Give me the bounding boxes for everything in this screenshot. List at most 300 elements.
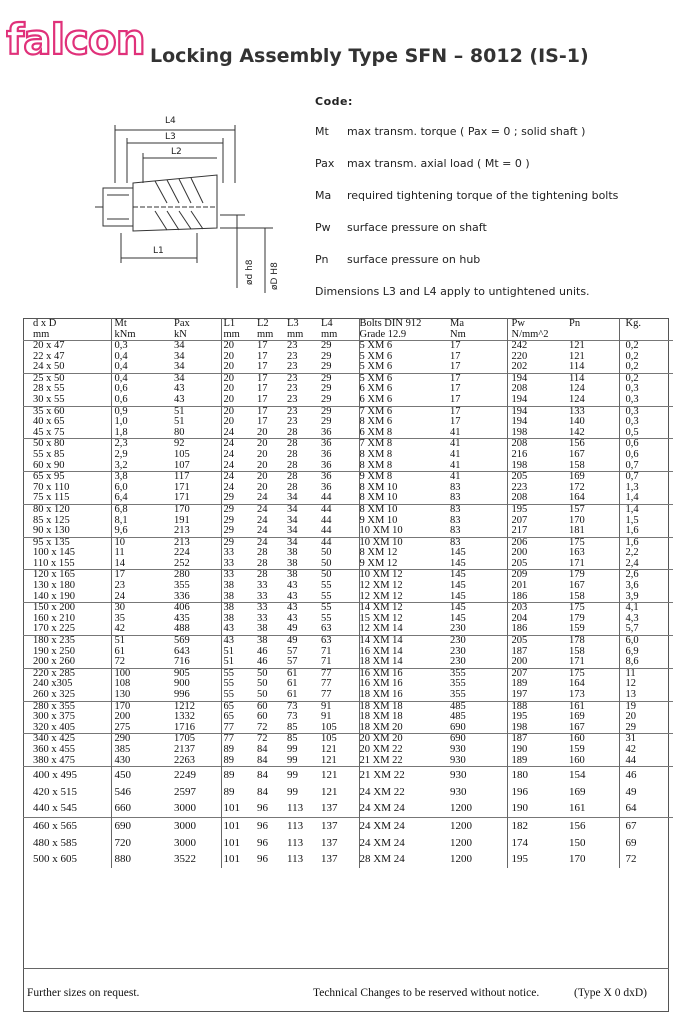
cell-mt: 290	[111, 734, 166, 745]
cell-l4: 121	[321, 743, 337, 755]
cell-bolts: 5 XM 6	[359, 341, 450, 352]
cell-l2: 84	[257, 754, 268, 766]
table-row	[23, 767, 673, 784]
cell-kg: 1,6	[619, 526, 673, 537]
cell-pax: 170	[166, 504, 221, 515]
cell-dxd: 100 x 145	[33, 547, 75, 559]
cell-pn: 158	[569, 459, 585, 471]
cell-ma: 355	[450, 689, 466, 700]
cell-kg: 46	[619, 767, 673, 784]
cell-kg: 0,3	[619, 406, 673, 417]
cell-ma: 83	[450, 537, 507, 548]
cell-bolts: Bolts DIN 912	[359, 318, 450, 329]
cell-l1: 51	[221, 647, 255, 658]
cell-bolts: 7 XM 8	[359, 439, 450, 450]
cell-l1: 33	[221, 570, 255, 581]
cell-ma: 230	[450, 656, 466, 668]
cell-l3: 43	[287, 612, 298, 624]
cell-pn: 133	[555, 406, 619, 417]
cell-l4: 36	[321, 426, 332, 438]
cell-pn: 124	[569, 383, 585, 395]
cell-l2: 33	[255, 603, 285, 614]
cell-l2: 17	[257, 383, 268, 395]
cell-l3: 43	[287, 580, 298, 592]
cell-ma: 41	[450, 448, 461, 460]
cell-ma: 355	[450, 668, 507, 679]
cell-bolts: 18 XM 18	[359, 701, 450, 712]
cell-pw: 194	[507, 406, 555, 417]
cell-l3: 99	[285, 767, 319, 784]
page-title: Locking Assembly Type SFN – 8012 (IS-1)	[150, 45, 589, 67]
cell-pw: 186	[507, 624, 555, 635]
cell-ma: 485	[450, 701, 507, 712]
cell-pn: 156	[555, 439, 619, 450]
cell-l3: 38	[287, 557, 298, 569]
table-row	[23, 851, 673, 868]
cell-pn: 160	[555, 734, 619, 745]
cell-pw: 196	[507, 784, 555, 801]
table-row	[23, 461, 673, 472]
cell-bolts: 9 XM 10	[359, 516, 450, 527]
cell-mt: 14	[111, 559, 166, 570]
cell-pn: 121	[555, 341, 619, 352]
cell-l4: 29	[321, 350, 332, 362]
cell-pax: 171	[174, 492, 190, 504]
cell-mt: 660	[111, 800, 166, 817]
cell-l3: 99	[287, 754, 298, 766]
cell-l1: 33	[221, 548, 255, 559]
cell-pn	[555, 329, 619, 341]
cell-bolts: 8 XM 6	[359, 417, 450, 428]
cell-ma: 17	[450, 373, 507, 384]
cell-l1: 29	[221, 526, 255, 537]
cell-l1: 55	[221, 690, 255, 701]
cell-mt: 0,6	[111, 395, 166, 406]
cell-bolts: 9 XM 8	[359, 472, 450, 483]
cell-l2: 72	[255, 734, 285, 745]
table-row	[23, 450, 673, 461]
cell-pw: 242	[507, 341, 555, 352]
cell-bolts: 10 XM 10	[359, 537, 450, 548]
cell-l4: 29	[321, 383, 332, 395]
cell-dxd: 22 x 47	[33, 350, 65, 362]
cell-l1: 77	[221, 723, 255, 734]
cell-l4: 29	[321, 361, 332, 373]
cell-kg: 5,7	[619, 624, 673, 635]
table-row	[23, 428, 673, 439]
cell-pn: 124	[569, 393, 585, 405]
cell-l2: 24	[257, 492, 268, 504]
cell-bolts: 18 XM 14	[359, 657, 450, 668]
cell-kg: 69	[619, 835, 673, 852]
cell-l4: 63	[321, 623, 332, 635]
cell-ma: 145	[450, 557, 466, 569]
cell-l1: 29	[221, 516, 255, 527]
cell-bolts: 16 XM 16	[359, 668, 450, 679]
cell-pn: 167	[569, 721, 585, 733]
cell-ma: 1200	[450, 802, 472, 815]
cell-dxd: 240 x305	[33, 678, 73, 690]
page-header	[0, 0, 690, 80]
cell-l1: 65	[221, 701, 255, 712]
cell-dxd: 24 x 50	[33, 361, 65, 373]
cell-pn: 167	[569, 448, 585, 460]
cell-l4: 55	[321, 580, 332, 592]
cell-l2: 46	[257, 656, 268, 668]
table-row	[23, 362, 673, 373]
cell-l1: 29	[221, 493, 255, 504]
cell-mt: 30	[111, 603, 166, 614]
cell-dxd: mm	[33, 329, 50, 340]
cell-ma: 17	[450, 361, 461, 373]
cell-mt: 1,8	[111, 428, 166, 439]
cell-dxd: 60 x 90	[33, 459, 65, 471]
cell-kg: 13	[619, 690, 673, 701]
cell-pax: 191	[174, 514, 190, 526]
cell-pw: 200	[507, 657, 555, 668]
cell-bolts: 12 XM 12	[359, 581, 450, 592]
cell-mt: 275	[111, 723, 166, 734]
table-row	[23, 723, 673, 734]
cell-pn: 173	[569, 689, 585, 700]
cell-l3: 113	[285, 817, 319, 834]
cell-mt: 1,0	[111, 417, 166, 428]
cell-kg: 72	[619, 851, 673, 868]
cell-ma: 355	[450, 678, 466, 690]
cell-mt: 9,6	[111, 526, 166, 537]
cell-pw: 187	[507, 647, 555, 658]
cell-pn: 121	[569, 350, 585, 362]
cell-bolts: 20 XM 20	[359, 734, 450, 745]
table-row	[23, 817, 673, 834]
cell-pax: 213	[166, 537, 221, 548]
cell-l1: 89	[221, 745, 255, 756]
cell-pax: 3000	[174, 802, 196, 815]
cell-l1: 38	[221, 614, 255, 625]
cell-ma: 17	[450, 341, 507, 352]
table-unit-row	[23, 329, 673, 341]
cell-pw: 207	[507, 516, 555, 527]
cell-pax: 51	[166, 406, 221, 417]
cell-l4: 36	[319, 472, 359, 483]
cell-bolts: 5 XM 6	[359, 352, 450, 363]
cell-dxd: 110 x 155	[33, 557, 75, 569]
cell-kg: 0,2	[619, 362, 673, 373]
table-row	[23, 835, 673, 852]
cell-dxd: 35 x 60	[23, 406, 111, 417]
cell-l2: 17	[255, 373, 285, 384]
table-row	[23, 800, 673, 817]
cell-pn: 170	[569, 853, 586, 866]
table-row	[23, 624, 673, 635]
cell-mt: 11	[111, 548, 166, 559]
cell-l2: 60	[257, 711, 268, 723]
cell-l2: 33	[257, 580, 268, 592]
cell-ma: 83	[450, 492, 461, 504]
cell-kg: 20	[619, 712, 673, 723]
cell-dxd: 380 x 475	[33, 754, 75, 766]
cell-pw: 189	[507, 679, 555, 690]
cell-kg: 8,6	[619, 657, 673, 668]
code-desc: required tightening torque of the tightening bolts	[347, 189, 619, 202]
table-row	[23, 657, 673, 668]
cell-l4: 55	[319, 603, 359, 614]
cell-mt: 6,8	[111, 504, 166, 515]
cell-l3: 28	[287, 481, 298, 493]
cell-pax: 117	[166, 472, 221, 483]
cell-kg: 2,6	[619, 570, 673, 581]
cell-kg: 19	[619, 701, 673, 712]
cell-l2: 38	[257, 623, 268, 635]
cell-mt: 546	[111, 784, 166, 801]
code-abbr: Pax	[315, 157, 335, 170]
cell-kg: 0,5	[619, 428, 673, 439]
cell-l1: 101	[221, 817, 255, 834]
cell-pax: 1332	[174, 711, 195, 723]
cell-dxd: 200 x 260	[33, 656, 75, 668]
cross-section-drawing	[95, 103, 295, 298]
cell-l4: 71	[321, 645, 332, 657]
cell-pn: 163	[569, 547, 585, 559]
cell-l3: 73	[287, 711, 298, 723]
cell-pn: 158	[569, 645, 585, 657]
cell-l1: 77	[221, 734, 255, 745]
cell-l4: 91	[321, 711, 332, 723]
cell-dxd: 220 x 285	[23, 668, 111, 679]
code-abbr: Pn	[315, 253, 329, 266]
cell-mt: 430	[111, 756, 166, 767]
cell-pw: 208	[507, 439, 555, 450]
cell-l4: 44	[321, 525, 332, 537]
cell-dxd: 160 x 210	[33, 612, 75, 624]
cell-ma: 1200	[450, 817, 507, 834]
cell-l4: 44	[319, 537, 359, 548]
cell-mt: 2,9	[111, 450, 166, 461]
cell-pax: 2249	[166, 767, 221, 784]
cell-pn: 178	[555, 636, 619, 647]
code-abbr: Mt	[315, 125, 329, 138]
cell-mt: 42	[111, 624, 166, 635]
cell-l1: 24	[221, 439, 255, 450]
cell-kg: 0,6	[619, 439, 673, 450]
cell-bolts: 12 XM 14	[359, 624, 450, 635]
dim-label-l2: L2	[171, 147, 182, 157]
cell-pw: 209	[507, 570, 555, 581]
cell-pw: 190	[507, 800, 555, 817]
cell-l4: mm	[321, 329, 338, 340]
cell-l2: 96	[257, 802, 268, 815]
cell-pw: 201	[507, 581, 555, 592]
cell-bolts: 24 XM 22	[359, 784, 450, 801]
cell-ma: 83	[450, 514, 461, 526]
cell-l2: 28	[257, 557, 268, 569]
cell-mt: 10	[111, 537, 166, 548]
cell-l4: 121	[321, 754, 337, 766]
cell-bolts: 10 XM 12	[359, 570, 450, 581]
cell-pw: 207	[507, 668, 555, 679]
cell-l2: 24	[255, 504, 285, 515]
cell-bolts: 18 XM 18	[359, 712, 450, 723]
cell-l3: 73	[285, 701, 319, 712]
dim-label-l1: L1	[153, 246, 164, 256]
cell-bolts: 6 XM 6	[359, 384, 450, 395]
cell-pax: 996	[174, 689, 190, 700]
cell-pn: 160	[569, 754, 585, 766]
cell-bolts: 8 XM 10	[359, 483, 450, 494]
cell-kg: 42	[619, 745, 673, 756]
code-desc: max transm. axial load ( Mt = 0 )	[347, 157, 530, 170]
cell-ma: Nm	[450, 329, 466, 340]
cell-mt: 3,2	[111, 461, 166, 472]
cell-l1: 51	[221, 657, 255, 668]
table-header-row	[23, 318, 673, 329]
cell-pn: 170	[569, 514, 585, 526]
cell-dxd: 190 x 250	[33, 645, 75, 657]
cell-pw: 194	[507, 417, 555, 428]
cell-dxd: d x D	[33, 318, 57, 329]
cell-pw: 202	[507, 362, 555, 373]
cell-pn: 159	[569, 623, 585, 635]
cell-pn: 158	[569, 590, 585, 602]
cell-pax: 252	[174, 557, 190, 569]
cell-pax: 569	[166, 636, 221, 647]
cell-ma: 17	[450, 416, 461, 428]
cell-l4: 77	[321, 678, 332, 690]
cell-pn: 171	[569, 656, 585, 668]
cell-pax: 92	[166, 439, 221, 450]
cell-l3: 28	[285, 472, 319, 483]
cell-l1: 20	[221, 352, 255, 363]
cell-l3: 61	[285, 668, 319, 679]
cell-l3: 85	[287, 721, 298, 733]
cell-bolts: 8 XM 10	[359, 504, 450, 515]
cell-pn: 156	[555, 817, 619, 834]
cell-dxd: 300 x 375	[33, 711, 75, 723]
table-row	[23, 745, 673, 756]
cell-mt: 17	[111, 570, 166, 581]
cell-pw: 195	[507, 851, 555, 868]
cell-mt: 6,4	[111, 493, 166, 504]
cell-pax: 280	[166, 570, 221, 581]
cell-l3: 23	[287, 350, 298, 362]
dim-label-D: øD H8	[270, 262, 280, 290]
cell-l4: 77	[321, 689, 332, 700]
table-row	[23, 784, 673, 801]
cell-pn: 164	[569, 492, 585, 504]
cell-l2: 60	[255, 701, 285, 712]
cell-pw: 217	[507, 526, 555, 537]
cell-pw: 195	[507, 504, 555, 515]
cell-l1: 101	[221, 851, 255, 868]
cell-l4: 91	[319, 701, 359, 712]
cell-l2: 24	[257, 525, 268, 537]
cell-mt: 100	[111, 668, 166, 679]
cell-l2: 28	[255, 570, 285, 581]
cell-l1: 89	[221, 767, 255, 784]
cell-l2: 50	[257, 678, 268, 690]
cell-pax: 224	[174, 547, 190, 559]
cell-l4: 44	[321, 514, 332, 526]
cell-dxd: 340 x 425	[23, 734, 111, 745]
cell-mt: 2,3	[111, 439, 166, 450]
cell-ma: 1200	[450, 853, 472, 866]
cell-l3: 23	[287, 361, 298, 373]
cell-pw: 190	[507, 745, 555, 756]
cell-pw: 198	[507, 461, 555, 472]
cell-kg: 1,5	[619, 516, 673, 527]
cell-dxd: 480 x 585	[33, 836, 77, 849]
cell-kg: 29	[619, 723, 673, 734]
cell-l3: 34	[285, 537, 319, 548]
cell-pax: 2263	[174, 754, 195, 766]
cell-bolts: 24 XM 24	[359, 817, 450, 834]
cell-mt: 0,4	[111, 373, 166, 384]
cell-pax: 435	[174, 612, 190, 624]
cell-l2: 17	[257, 350, 268, 362]
cell-mt: 0,3	[111, 341, 166, 352]
cell-pax: 107	[174, 459, 190, 471]
cell-pn: 169	[569, 785, 586, 798]
cell-pax: 1705	[166, 734, 221, 745]
cell-l2: 84	[257, 743, 268, 755]
cell-l4: 105	[319, 734, 359, 745]
cell-l2: 96	[255, 817, 285, 834]
dimensions-note: Dimensions L3 and L4 apply to untightened units.	[315, 285, 590, 298]
cell-l4: 29	[319, 406, 359, 417]
cell-dxd: 45 x 75	[33, 426, 65, 438]
cell-dxd: 50 x 80	[23, 439, 111, 450]
cell-kg: 2,4	[619, 559, 673, 570]
cell-l3: 113	[287, 802, 304, 815]
cell-l3: 49	[285, 636, 319, 647]
cell-l1: 89	[221, 784, 255, 801]
cell-ma: 17	[450, 393, 461, 405]
cell-l2: 84	[257, 785, 268, 798]
cell-l1: 38	[221, 603, 255, 614]
cell-ma: 230	[450, 645, 466, 657]
cell-mt: 880	[111, 851, 166, 868]
table-row	[23, 493, 673, 504]
cell-kg: 0,3	[619, 417, 673, 428]
cell-dxd: 30 x 55	[33, 393, 65, 405]
table-row	[23, 341, 673, 352]
cell-mt: 690	[111, 817, 166, 834]
cell-l3: 38	[287, 547, 298, 559]
cell-l2: 50	[257, 689, 268, 700]
cell-l3: 34	[287, 492, 298, 504]
cell-ma: 83	[450, 481, 461, 493]
cell-bolts: 8 XM 10	[359, 493, 450, 504]
cell-dxd: 25 x 50	[23, 373, 111, 384]
cell-l3: 28	[285, 439, 319, 450]
cell-ma: 230	[450, 623, 466, 635]
cell-l3: 43	[285, 603, 319, 614]
footer-left-note: Further sizes on request.	[27, 987, 140, 999]
cell-l2: 20	[257, 459, 268, 471]
cell-bolts: 18 XM 20	[359, 723, 450, 734]
cell-l4: 36	[321, 459, 332, 471]
cell-l3: 99	[287, 785, 298, 798]
cell-l2: 46	[257, 645, 268, 657]
cell-l3: 23	[285, 373, 319, 384]
cell-pw: 223	[507, 483, 555, 494]
cell-pax: 43	[174, 393, 185, 405]
cell-pw: 205	[507, 559, 555, 570]
cell-bolts: 8 XM 8	[359, 461, 450, 472]
cell-bolts: 12 XM 12	[359, 592, 450, 603]
cell-pax: 355	[174, 580, 190, 592]
cell-l2: 20	[255, 472, 285, 483]
